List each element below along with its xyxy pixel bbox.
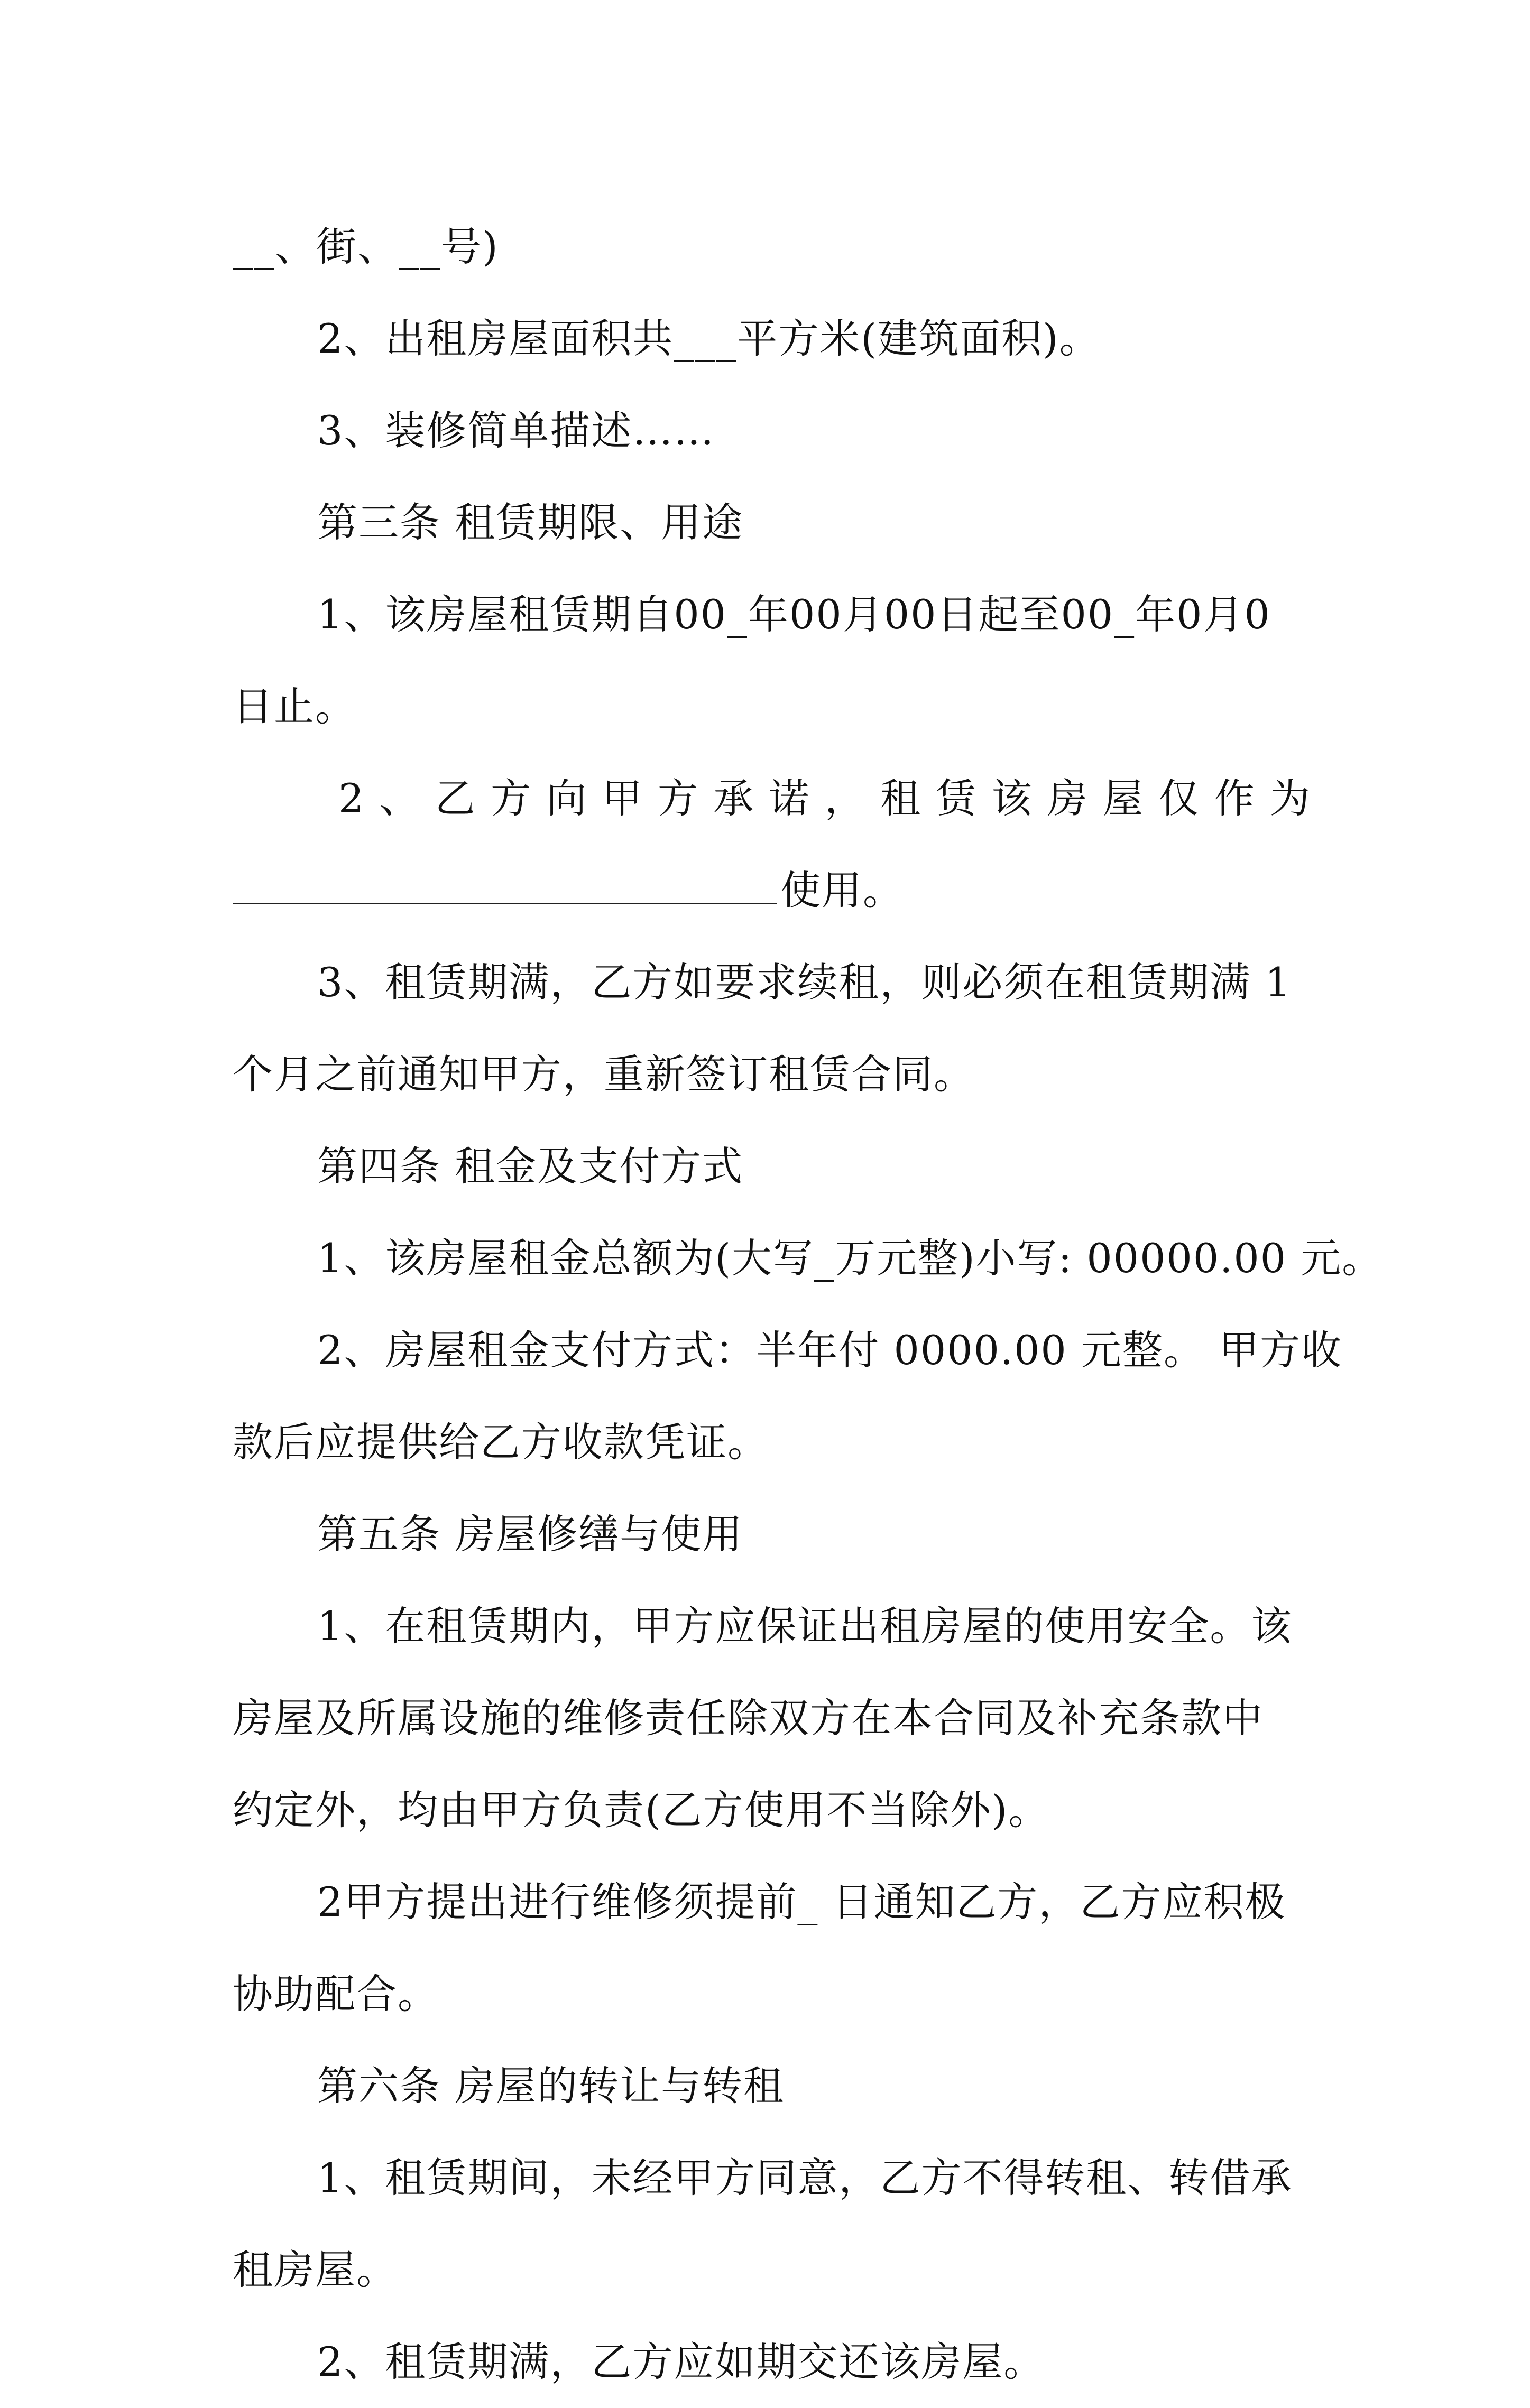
character: 承 <box>713 775 755 822</box>
character: 方 <box>491 775 532 822</box>
text-line: 1、该房屋租赁期自00_年00月00日起至00_年0月0 <box>317 591 1271 638</box>
text-line: 日止。 <box>233 683 356 730</box>
text-span: 使用。 <box>780 867 904 914</box>
section-heading: 第六条 房屋的转让与转租 <box>317 2062 785 2109</box>
usage-line <box>233 845 1311 937</box>
section-heading: 第三条 租赁期限、用途 <box>317 499 744 546</box>
character: 屋 <box>1103 775 1145 822</box>
fill-in-blank <box>233 871 777 904</box>
text-line: 协助配合。 <box>233 1970 439 2017</box>
character: 仅 <box>1158 775 1200 822</box>
justified-line <box>233 753 1311 845</box>
character: 2 <box>338 775 365 822</box>
character: 乙 <box>435 775 476 822</box>
section-heading: 第四条 租金及支付方式 <box>317 1143 744 1190</box>
character: ， <box>824 775 866 822</box>
character: 方 <box>657 775 699 822</box>
text-line: 2、租赁期满，乙方应如期交还该房屋。 <box>317 2338 1045 2385</box>
text-line: 2、出租房屋面积共___平方米(建筑面积)。 <box>317 315 1101 362</box>
text-line: 约定外，均由甲方负责(乙方使用不当除外)。 <box>233 1786 1050 1833</box>
character: 向 <box>546 775 588 822</box>
text-line: 1、在租赁期内，甲方应保证出租房屋的使用安全。该 <box>317 1603 1293 1650</box>
character: 甲 <box>602 775 643 822</box>
text-line: 1、该房屋租金总额为(大写_万元整)小写: 00000.00 元。 <box>317 1235 1384 1282</box>
character: 租 <box>880 775 922 822</box>
contract-body <box>233 201 1384 2408</box>
character: 该 <box>991 775 1033 822</box>
character: 为 <box>1269 775 1311 822</box>
text-line: 房屋及所属设施的维修责任除双方在本合同及补充条款中 <box>233 1694 1264 1742</box>
section-heading: 第五条 房屋修缮与使用 <box>317 1511 744 1558</box>
text-line: 1、租赁期间，未经甲方同意，乙方不得转租、转借承 <box>317 2154 1293 2201</box>
text-line: __、街、__号) <box>233 223 499 270</box>
text-line: 2甲方提出进行维修须提前_ 日通知乙方，乙方应积极 <box>317 1878 1286 1925</box>
text-line: 款后应提供给乙方收款凭证。 <box>233 1419 769 1466</box>
character: 房 <box>1047 775 1089 822</box>
text-line: 2、房屋租金支付方式：半年付 0000.00 元整。 甲方收 <box>317 1327 1343 1374</box>
text-line: 3、装修简单描述…… <box>317 407 715 454</box>
text-line: 个月之前通知甲方，重新签订租赁合同。 <box>233 1051 975 1098</box>
character: 诺 <box>769 775 810 822</box>
character: 赁 <box>936 775 978 822</box>
character: 作 <box>1214 775 1256 822</box>
text-line: 租房屋。 <box>233 2246 398 2293</box>
text-line: 3、租赁期满，乙方如要求续租，则必须在租赁期满 1 <box>317 959 1292 1006</box>
character: 、 <box>379 775 421 822</box>
